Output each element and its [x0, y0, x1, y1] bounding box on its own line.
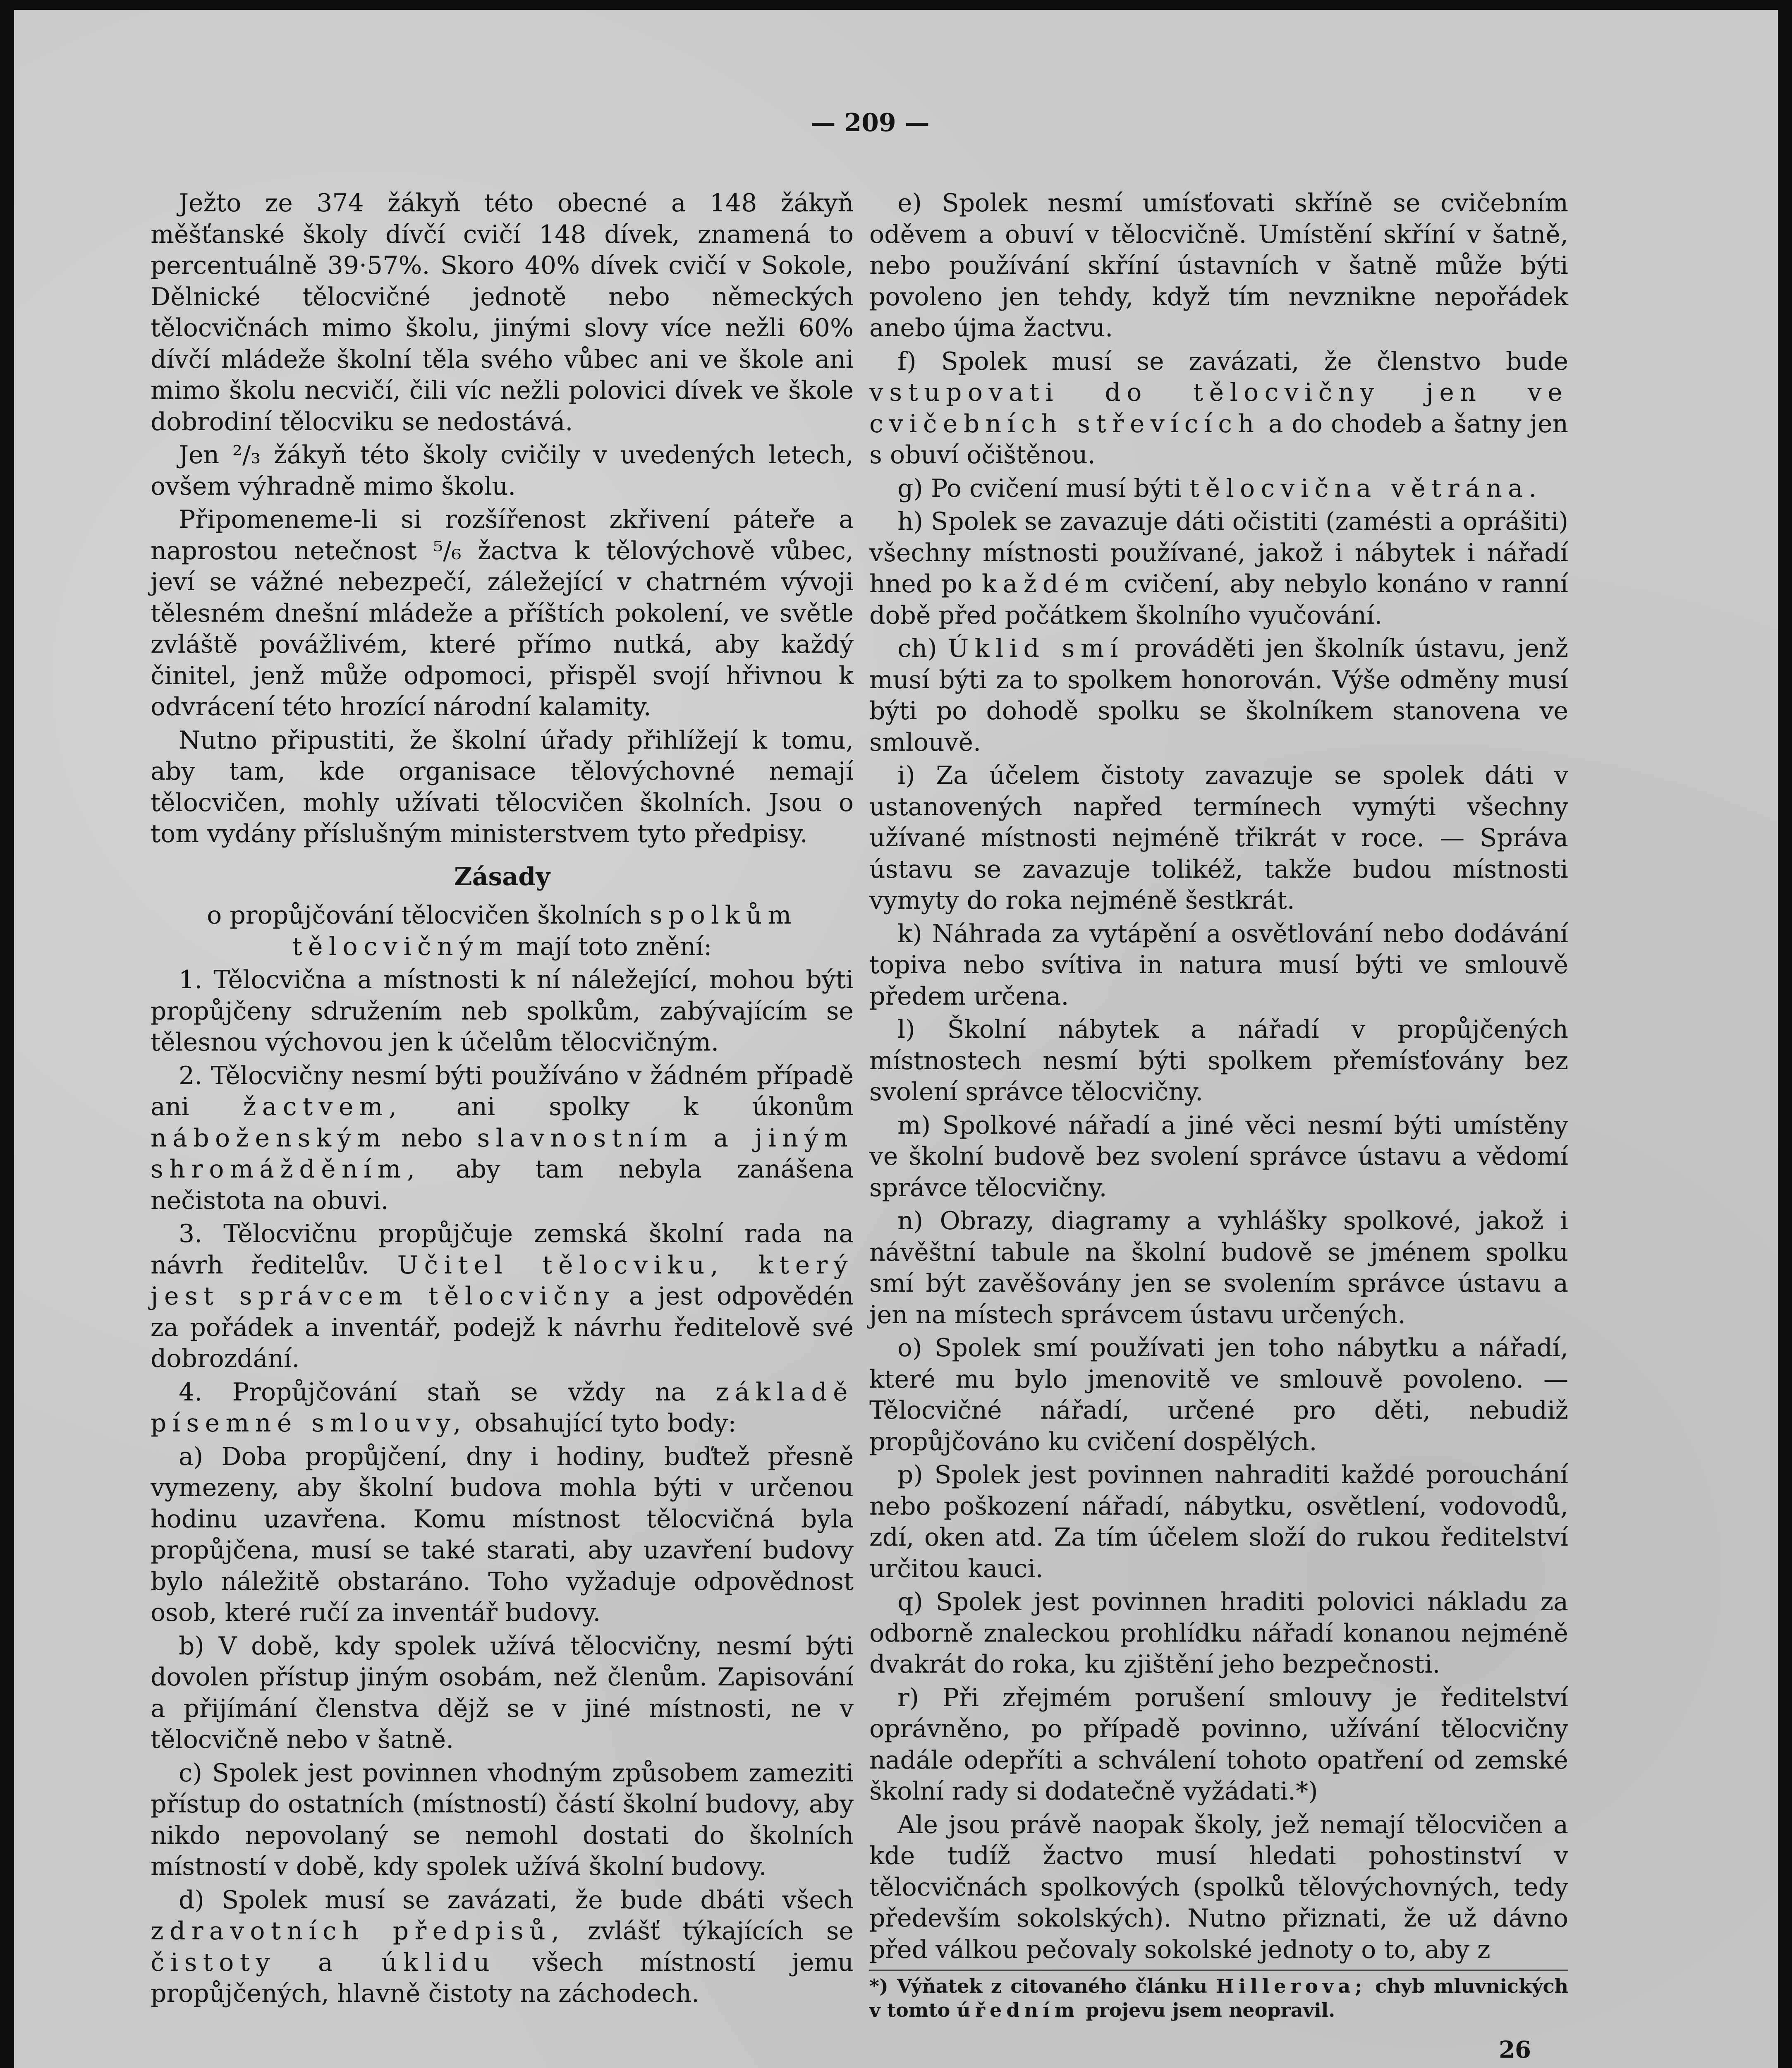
rule-4: 4. Propůjčování staň se vždy na základě písemné smlouvy, obsahující tyto body:	[151, 1377, 854, 1438]
paragraph-spine: Připomeneme-li si rozšířenost zkřivení páteře a naprostou netečnost ⁵/₆ žactva k tělovýchově vůbec, jeví se vážné nebezpečí, záležející v chatrném vývoji tělesném dnešní mládeže a příštích pokolení, ve světle zvláště povážlivém, které přímo nutká, aby každý činitel, jenž může odpomoci, přispěl svojí hřivnou k odvrácení této hrozící národní kalamity.	[151, 505, 854, 721]
rule-f: f) Spolek musí se zavázati, že členstvo bude vstupovati do tělocvičny jen ve cvičebních střevících a do chodeb a šatny jen s obuví očištěnou.	[869, 347, 1568, 469]
rule-q: q) Spolek jest povinnen hraditi polovici nákladu za odborně znaleckou prohlídku nářadí konanou nejméně dvakrát do roka, ku zjištění jeho bezpečnosti.	[869, 1587, 1568, 1679]
rule-c: c) Spolek jest povinnen vhodným způsobem zameziti přístup do ostatních (místností) částí školní budovy, aby nikdo nepovolaný se nemohl dostati do školních místností v době, kdy spolek užívá školní budovy.	[151, 1758, 854, 1881]
rule-n: n) Obrazy, diagramy a vyhlášky spolkové, jakož i návěštní tabule na školní budově se jménem spolku smí být zavěšovány jen se svolením správce ústavu a jen na místech správcem ústavu určených.	[869, 1206, 1568, 1329]
rule-l: l) Školní nábytek a nářadí v propůjčených místnostech nesmí býti spolkem přemísťovány bez svolení správce tělocvičny.	[869, 1015, 1568, 1106]
paragraph-two-thirds: Jen ²/₃ žákyň této školy cvičily v uvedených letech, ovšem výhradně mimo školu.	[151, 440, 854, 501]
paragraph-statistics: Ježto ze 374 žákyň této obecné a 148 žákyň měšťanské školy dívčí cvičí 148 dívek, znamená to percentuálně 39·57%. Skoro 40% dívek cvičí v Sokole, Dělnické tělocvičné jednotě nebo německých tělocvičnách mimo školu, jinými slovy více nežli 60% dívčí mládeže školní těla svého vůbec ani ve škole ani mimo školu necvičí, čili víc nežli polovici dívek ve škole dobrodiní tělocviku se nedostává.	[151, 189, 854, 436]
footnote: *) Výňatek z citovaného článku Hillerova; chyb mluvnických v tomto úředním projevu jsem neopravil.	[869, 1970, 1568, 2022]
right-column	[869, 188, 1568, 2066]
rule-h: h) Spolek se zavazuje dáti očistiti (zamésti a oprášiti) všechny místnosti používané, jakož i nábytek i nářadí hned po každém cvičení, aby nebylo konáno v ranní době před počátkem školního vyučování.	[869, 507, 1568, 630]
rule-k: k) Náhrada za vytápění a osvětlování nebo dodávání topiva nebo svítiva in natura musí býti ve smlouvě předem určena.	[869, 919, 1568, 1011]
paragraph-closing: Ale jsou právě naopak školy, jež nemají tělocvičen a kde tudíž žactvo musí hledati pohostinství v tělocvičnách spolkových (spolků tělovýchovných, tedy především sokolských). Nutno přiznati, že už dávno před válkou pečovaly sokolské jednoty o to, aby z	[869, 1810, 1568, 1964]
left-column	[151, 188, 854, 2012]
rule-g: g) Po cvičení musí býti tělocvična větrána.	[897, 474, 1543, 503]
rule-2: 2. Tělocvičny nesmí býti používáno v žádném případě ani žactvem, ani spolky k úkonům náboženským nebo slavnostním a jiným shromážděním, aby tam nebyla zanášena nečistota na obuvi.	[151, 1061, 854, 1215]
rule-ch: ch) Úklid smí prováděti jen školník ústavu, jenž musí býti za to spolkem honorován. Výše odměny musí býti po dohodě spolku se školníkem stanovena ve smlouvě.	[869, 634, 1568, 757]
rule-3: 3. Tělocvičnu propůjčuje zemská školní rada na návrh ředitelův. Učitel tělocviku, který jest správcem tělocvičny a jest odpovědén za pořádek a inventář, podejž k návrhu ředitelově své dobrozdání.	[151, 1219, 854, 1373]
paragraph-school-offices: Nutno připustiti, že školní úřady přihlížejí k tomu, aby tam, kde organisace tělovýchovné nemají tělocvičen, mohly užívati tělocvičen školních. Jsou o tom vydány příslušným ministerstvem tyto předpisy.	[151, 725, 854, 848]
scanned-page	[14, 10, 1778, 2068]
rules-intro: o propůjčování tělocvičen školních spolkům tělocvičným mají toto znění:	[207, 901, 797, 961]
page-number: — 209 —	[811, 108, 930, 137]
rule-p: p) Spolek jest povinnen nahraditi každé porouchání nebo poškození nářadí, nábytku, osvětlení, vodovodů, zdí, oken atd. Za tím účelem složí do rukou ředitelství určitou kauci.	[869, 1460, 1568, 1583]
rule-a: a) Doba propůjčení, dny i hodiny, buďtež přesně vymezeny, aby školní budova mohla býti v určenou hodinu uzavřena. Komu místnost tělocvičná byla propůjčena, musí se také starati, aby uzavření budovy bylo náležitě obstaráno. Toho vyžaduje odpovědnost osob, které ručí za inventář budovy.	[151, 1442, 854, 1627]
rule-e: e) Spolek nesmí umísťovati skříně se cvičebním oděvem a obuví v tělocvičně. Umístění skříní v šatně, nebo používání skříní ústavních v šatně může býti povoleno jen tehdy, když tím nevznikne nepořádek anebo újma žactvu.	[869, 189, 1568, 342]
rule-b: b) V době, kdy spolek užívá tělocvičny, nesmí býti dovolen přístup jiným osobám, než členům. Zapisování a přijímání členstva dějž se v jiné místnosti, ne v tělocvičně nebo v šatně.	[151, 1631, 854, 1754]
rule-m: m) Spolkové nářadí a jiné věci nesmí býti umístěny ve školní budově bez svolení správce ústavu a vědomí správce tělocvičny.	[869, 1111, 1568, 1202]
sheet-signature-number: 26	[1499, 2036, 1531, 2063]
rule-o: o) Spolek smí používati jen toho nábytku a nářadí, které mu bylo jmenovitě ve smlouvě povoleno. — Tělocvičné nářadí, určené pro děti, nebudiž propůjčováno ku cvičení dospělých.	[869, 1333, 1568, 1456]
rule-1: 1. Tělocvična a místnosti k ní náležející, mohou býti propůjčeny sdružením neb spolkům, zabývajícím se tělesnou výchovou jen k účelům tělocvičným.	[151, 965, 854, 1057]
rule-i: i) Za účelem čistoty zavazuje se spolek dáti v ustanovených napřed termínech vymýti všechny užívané místnosti nejméně třikrát v roce. — Správa ústavu se zavazuje tolikéž, takže budou místnosti vymyty do roka nejméně šestkrát.	[869, 761, 1568, 915]
section-heading: Zásady	[454, 862, 550, 891]
rule-r: r) Při zřejmém porušení smlouvy je ředitelství oprávněno, po případě povinno, užívání tělocvičny nadále odepříti a schválení tohoto opatření od zemské školní rady si dodatečně vyžádati.*)	[869, 1683, 1568, 1806]
rule-d: d) Spolek musí se zavázati, že bude dbáti všech zdravotních předpisů, zvlášť týkajících se čistoty a úklidu všech místností jemu propůjčených, hlavně čistoty na záchodech.	[151, 1885, 854, 2008]
